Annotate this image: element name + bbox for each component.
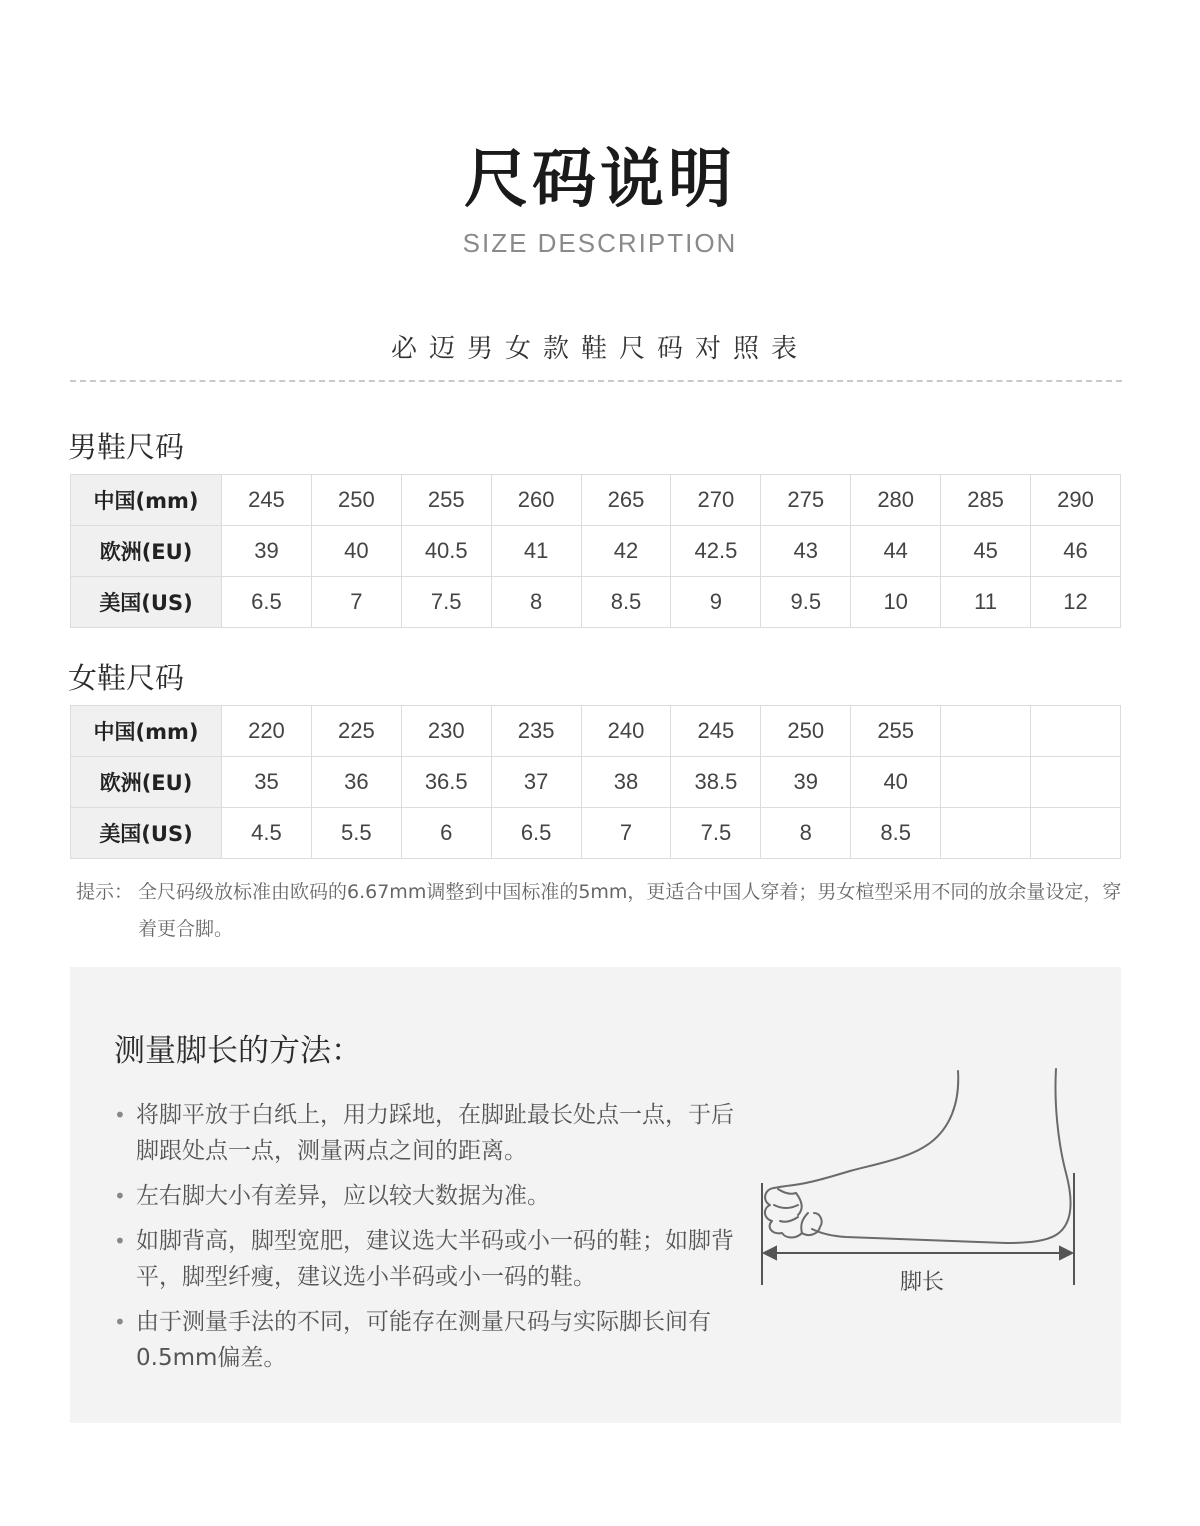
size-cell: 240 (581, 706, 671, 757)
size-cell (1031, 808, 1121, 859)
women-size-table (70, 705, 1121, 859)
table-row (71, 475, 1121, 526)
size-cell: 12 (1031, 577, 1121, 628)
size-cell: 250 (311, 475, 401, 526)
size-cell: 280 (851, 475, 941, 526)
size-cell: 290 (1031, 475, 1121, 526)
tip-text: 全尺码级放标准由欧码的6.67mm调整到中国标准的5mm，更适合中国人穿着；男女楦型采用不同的放余量设定，穿着更合脚。 (138, 881, 1122, 940)
size-cell: 5.5 (311, 808, 401, 859)
size-cell: 285 (941, 475, 1031, 526)
table-row (71, 757, 1121, 808)
size-cell: 8 (761, 808, 851, 859)
size-cell (941, 706, 1031, 757)
row-header: 中国(mm) (71, 475, 222, 526)
dashed-divider (70, 380, 1122, 382)
measure-bullet-list (114, 1097, 754, 1385)
size-cell: 6.5 (491, 808, 581, 859)
page-subtitle: SIZE DESCRIPTION (462, 228, 738, 258)
size-cell: 245 (222, 475, 312, 526)
size-cell: 38 (581, 757, 671, 808)
men-section-title: 男鞋尺码 (68, 430, 185, 464)
size-chart-title: 必迈男女款鞋尺码对照表 (390, 334, 809, 364)
bullet-dot-icon: • (114, 1229, 126, 1253)
list-item (114, 1097, 754, 1169)
size-cell: 7.5 (671, 808, 761, 859)
size-cell: 250 (761, 706, 851, 757)
bullet-dot-icon: • (114, 1184, 126, 1208)
table-row (71, 706, 1121, 757)
page-title: 尺码说明 (464, 143, 736, 217)
table-row (71, 808, 1121, 859)
size-cell: 11 (941, 577, 1031, 628)
size-cell: 220 (222, 706, 312, 757)
size-cell: 4.5 (222, 808, 312, 859)
size-cell: 35 (222, 757, 312, 808)
size-cell: 40.5 (401, 526, 491, 577)
size-cell (1031, 757, 1121, 808)
size-cell: 39 (222, 526, 312, 577)
size-cell (941, 757, 1031, 808)
size-cell: 39 (761, 757, 851, 808)
foot-length-label: 脚长 (899, 1270, 945, 1295)
size-cell: 40 (311, 526, 401, 577)
size-cell: 245 (671, 706, 761, 757)
bullet-text: 由于测量手法的不同，可能存在测量尺码与实际脚长间有0.5mm偏差。 (136, 1309, 711, 1371)
size-cell: 8.5 (851, 808, 941, 859)
size-cell: 37 (491, 757, 581, 808)
size-cell: 8.5 (581, 577, 671, 628)
size-cell: 36.5 (401, 757, 491, 808)
size-cell: 41 (491, 526, 581, 577)
size-cell: 7 (581, 808, 671, 859)
size-cell: 42.5 (671, 526, 761, 577)
size-cell (1031, 706, 1121, 757)
measure-panel (70, 967, 1121, 1423)
size-cell: 275 (761, 475, 851, 526)
size-cell: 265 (581, 475, 671, 526)
table-row (71, 577, 1121, 628)
size-cell: 43 (761, 526, 851, 577)
bullet-dot-icon: • (114, 1310, 126, 1334)
size-cell: 230 (401, 706, 491, 757)
list-item (114, 1178, 754, 1214)
size-cell: 6 (401, 808, 491, 859)
bullet-text: 如脚背高，脚型宽肥，建议选大半码或小一码的鞋；如脚背平，脚型纤瘦，建议选小半码或小一码的鞋。 (136, 1228, 734, 1290)
measure-arrow-icon (762, 1173, 1074, 1285)
bullet-text: 左右脚大小有差异，应以较大数据为准。 (136, 1183, 550, 1209)
size-cell: 270 (671, 475, 761, 526)
size-cell: 9.5 (761, 577, 851, 628)
tip-label: 提示： (76, 881, 134, 903)
row-header: 欧洲(EU) (71, 757, 222, 808)
size-cell: 46 (1031, 526, 1121, 577)
row-header: 美国(US) (71, 577, 222, 628)
foot-measure-illustration (750, 1063, 1090, 1403)
women-section-title: 女鞋尺码 (68, 661, 185, 695)
size-cell: 7 (311, 577, 401, 628)
size-cell: 255 (401, 475, 491, 526)
size-cell: 255 (851, 706, 941, 757)
size-cell (941, 808, 1031, 859)
bullet-dot-icon: • (114, 1103, 126, 1127)
size-cell: 7.5 (401, 577, 491, 628)
row-header: 美国(US) (71, 808, 222, 859)
size-cell: 45 (941, 526, 1031, 577)
size-cell: 42 (581, 526, 671, 577)
size-cell: 44 (851, 526, 941, 577)
row-header: 欧洲(EU) (71, 526, 222, 577)
list-item (114, 1304, 754, 1376)
size-cell: 9 (671, 577, 761, 628)
foot-outline-icon (765, 1069, 1071, 1243)
size-cell: 10 (851, 577, 941, 628)
size-cell: 235 (491, 706, 581, 757)
size-cell: 36 (311, 757, 401, 808)
size-cell: 225 (311, 706, 401, 757)
size-cell: 260 (491, 475, 581, 526)
measure-title: 测量脚长的方法： (114, 1033, 362, 1069)
bullet-text: 将脚平放于白纸上，用力踩地，在脚趾最长处点一点，于后脚跟处点一点，测量两点之间的距离。 (136, 1102, 734, 1164)
list-item (114, 1223, 754, 1295)
men-size-table (70, 474, 1121, 628)
size-cell: 8 (491, 577, 581, 628)
size-cell: 6.5 (222, 577, 312, 628)
size-cell: 40 (851, 757, 941, 808)
table-row (71, 526, 1121, 577)
size-cell: 38.5 (671, 757, 761, 808)
row-header: 中国(mm) (71, 706, 222, 757)
